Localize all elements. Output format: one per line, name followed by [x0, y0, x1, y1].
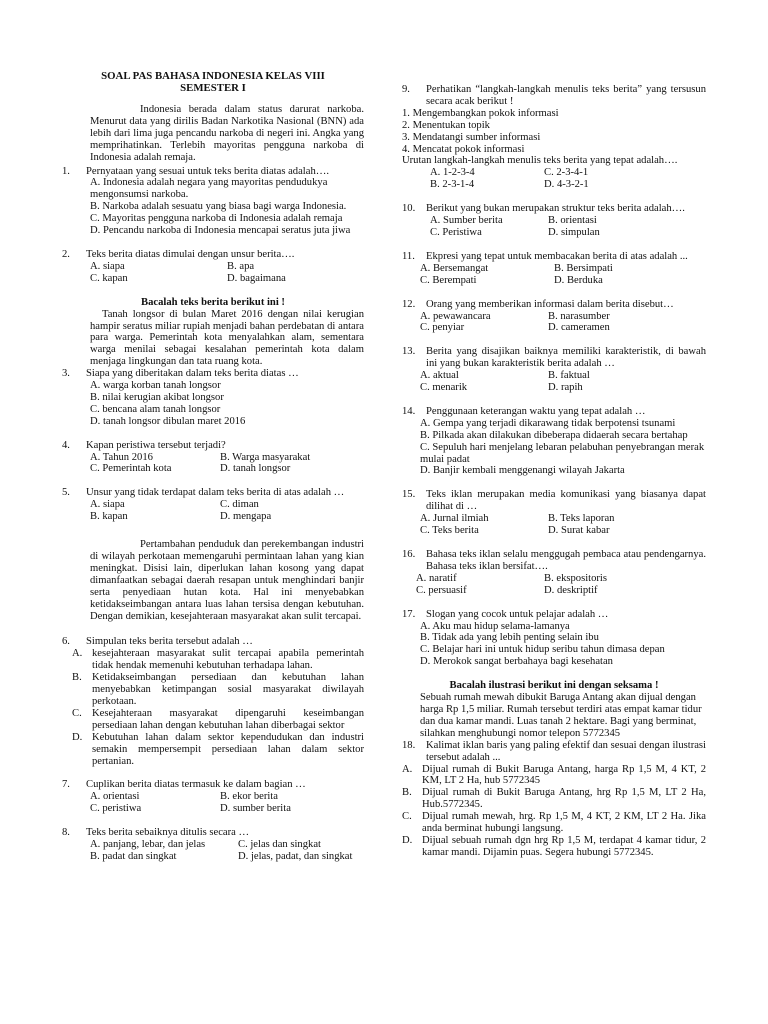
option-letter: B. — [402, 787, 412, 799]
option-text: kesejahteraan masyarakat sulit tercapai apabila pemerintah tidak hendak memenuhi kebutuhan terhadapa lahan. — [92, 648, 364, 672]
option-d: D. Merokok sangat berbahaya bagi kesehatan — [420, 656, 613, 668]
question-6-options — [62, 648, 364, 767]
question-17-options — [402, 621, 706, 669]
step-item: 4. Mencatat pokok informasi — [402, 143, 525, 155]
question-3 — [62, 368, 364, 428]
question-3-options — [62, 380, 364, 428]
option-d: D. Banjir kembali menggenangi wilayah Jakarta — [420, 465, 625, 477]
question-13-stem — [402, 346, 706, 370]
option-c: C. persuasif — [416, 584, 467, 596]
question-18 — [402, 740, 706, 859]
passage-lahan: Pertambahan penduduk dan perekembangan industri di wilayah perkotaan memengaruhi permintaan lahan yang kian meningkat. Disisi lain, diperlukan lahan kosong yang dapat dimanfaatkan sebagai daerah resapan untuk menghindari banjir serta penyediaan hutan kota. Hal ini menyebabkan ketidakseimbangan antara luas lahan tersisa dengan kebutuhan. Dengan demikian, kesejahteraan masyarakat akan sulit tercapai. — [90, 539, 364, 622]
option-b: B. ekspositoris — [544, 572, 607, 584]
question-13 — [402, 346, 706, 394]
option-a: A. Jurnal ilmiah — [420, 513, 489, 525]
option-a: A. siapa — [90, 260, 125, 272]
question-10-stem — [402, 203, 706, 215]
question-15 — [402, 489, 706, 537]
question-number: 13. — [402, 346, 416, 358]
question-text: Pernyataan yang sesuai untuk teks berita diatas adalah…. — [86, 165, 329, 177]
question-text: Berikut yang bukan merupakan struktur teks berita adalah…. — [426, 203, 685, 215]
question-number: 11. — [402, 250, 415, 262]
question-15-stem — [402, 489, 706, 513]
question-14-stem — [402, 406, 706, 418]
question-2-options — [62, 261, 364, 285]
question-7-options — [62, 791, 364, 815]
question-text: Bahasa teks iklan selalu menggugah pembaca atau pendengarnya. Bahasa teks iklan bersifat…. — [426, 549, 706, 572]
question-number: 14. — [402, 405, 416, 417]
option-c: C. Peristiwa — [430, 226, 482, 238]
option-letter: C. — [402, 811, 412, 823]
option-a: A. Bersemangat — [420, 262, 489, 274]
option-b: B. faktual — [548, 370, 590, 382]
section-heading: Bacalah ilustrasi berikut ini dengan seksama ! — [449, 680, 659, 692]
question-text: Penggunaan keterangan waktu yang tepat adalah … — [426, 405, 646, 417]
option-b: B. orientasi — [548, 215, 597, 227]
question-12 — [402, 299, 706, 335]
question-9-steps — [402, 108, 706, 156]
question-number: 7. — [62, 779, 70, 791]
question-12-options — [402, 311, 706, 335]
question-number: 3. — [62, 368, 70, 380]
option-c: C. diman — [220, 499, 259, 511]
question-5 — [62, 487, 364, 523]
question-text: Teks berita sebaiknya ditulis secara … — [86, 827, 250, 839]
option-d: D. deskriptif — [544, 584, 598, 596]
option-c: C. Berempati — [420, 274, 477, 286]
question-number: 18. — [402, 739, 416, 751]
option-b: B. ekor berita — [220, 791, 278, 803]
option-a — [402, 764, 706, 788]
option-d: D. Berduka — [554, 274, 603, 286]
option-b: B. Pilkada akan dilakukan dibeberapa didaerah secara bertahap — [420, 429, 688, 441]
question-14 — [402, 406, 706, 477]
question-4 — [62, 440, 364, 476]
question-8-stem — [62, 827, 364, 839]
option-d: D. Surat kabar — [548, 525, 610, 537]
question-2-stem — [62, 249, 364, 261]
option-c: C. kapan — [90, 272, 128, 284]
option-b: B. Warga masyarakat — [220, 451, 311, 463]
option-b — [72, 672, 364, 708]
option-text: Kesejahteraan masyarakat dipengaruhi keseimbangan persediaan lahan dengan kebutuhan lahan diberbagai sektor — [92, 707, 364, 731]
option-a: A. naratif — [416, 572, 457, 584]
option-a: A. aktual — [420, 370, 459, 382]
question-17 — [402, 609, 706, 669]
step-item: 2. Menentukan topik — [402, 119, 490, 131]
step-item: 1. Mengembangkan pokok informasi — [402, 107, 559, 119]
question-number: 16. — [402, 549, 416, 560]
question-3-stem — [62, 368, 364, 380]
option-c: C. bencana alam tanah longsor — [90, 403, 221, 415]
question-4-stem — [62, 440, 364, 452]
question-16 — [402, 549, 706, 597]
question-text: Perhatikan “langkah-langkah menulis teks berita” yang tersusun secara acak berikut ! — [426, 84, 706, 107]
question-number: 2. — [62, 248, 70, 260]
option-text: Dijual rumah mewah, hrg. Rp 1,5 M, 4 KT, 2 KM, LT 2 Ha. Jika anda berminat hubungi langsung. — [422, 811, 706, 835]
option-d: D. tanah longsor — [220, 463, 291, 475]
passage-longsor: Tanah longsor di bulan Maret 2016 dengan nilai kerugian hampir seratus miliar rupiah menjadi bahan perdebatan di antara para warga. Pemerintah kota menyalahkan alam, sementara warga menilai sebagai kesalahan pemerintah kota dalam menjaga lingkungan dan tata ruang kota. — [90, 308, 364, 368]
option-d: D. bagaimana — [227, 272, 286, 284]
question-16-options — [402, 573, 706, 597]
option-b: B. narasumber — [548, 310, 610, 322]
option-text: Dijual sebuah rumah dgn hrg Rp 1,5 M, terdapat 4 kamar tidur, 2 kamar mandi. Dijamin puas. Segera hubungi 5772345. — [422, 834, 706, 858]
exam-title — [62, 70, 364, 94]
question-1-options — [62, 177, 364, 237]
question-number: 10. — [402, 203, 416, 215]
option-d: D. cameramen — [548, 322, 610, 334]
option-letter: D. — [72, 731, 83, 743]
question-13-options — [402, 370, 706, 394]
option-c: C. Teks berita — [420, 525, 479, 537]
question-12-stem — [402, 299, 706, 311]
question-number: 9. — [402, 84, 410, 95]
option-b — [402, 787, 706, 811]
option-d: D. jelas, padat, dan singkat — [238, 850, 353, 862]
option-c: C. penyiar — [420, 322, 465, 334]
question-number: 5. — [62, 487, 70, 499]
option-d: D. rapih — [548, 382, 583, 394]
title-line-2: SEMESTER I — [180, 82, 246, 94]
question-text: Unsur yang tidak terdapat dalam teks berita di atas adalah … — [86, 487, 345, 499]
question-number: 1. — [62, 165, 70, 177]
option-a: A. siapa — [90, 499, 125, 511]
option-d: D. 4-3-2-1 — [544, 179, 589, 191]
question-text: Orang yang memberikan informasi dalam berita disebut… — [426, 298, 674, 310]
question-text: Teks iklan merupakan media komunikasi yang biasanya dapat dilihat di … — [426, 489, 706, 513]
question-number: 8. — [62, 827, 70, 839]
question-11-stem — [402, 251, 706, 263]
option-c — [72, 708, 364, 732]
option-a: A. warga korban tanah longsor — [90, 380, 221, 392]
option-a: A. panjang, lebar, dan jelas — [90, 839, 206, 851]
option-b: B. nilai kerugian akibat longsor — [90, 391, 224, 403]
option-letter: B. — [72, 672, 82, 684]
step-item: 3. Mendatangi sumber informasi — [402, 131, 541, 143]
question-16-stem — [402, 549, 706, 573]
question-text: Slogan yang cocok untuk pelajar adalah … — [426, 608, 609, 620]
question-18-stem — [402, 740, 706, 764]
option-c: C. Belajar hari ini untuk hidup seribu tahun dimasa depan — [420, 644, 665, 656]
option-b: B. 2-3-1-4 — [430, 179, 475, 191]
option-b: B. Narkoba adalah sesuatu yang biasa bagi warga Indonesia. — [90, 201, 347, 213]
question-1 — [62, 166, 364, 237]
option-letter: C. — [72, 707, 82, 719]
question-text: Kalimat iklan baris yang paling efektif dan sesuai dengan ilustrasi tersebut adalah ... — [426, 739, 706, 763]
title-line-1: SOAL PAS BAHASA INDONESIA KELAS VIII — [101, 70, 325, 82]
section-heading: Bacalah teks berita berikut ini ! — [141, 296, 285, 308]
option-a: A. Tahun 2016 — [90, 451, 153, 463]
question-15-options — [402, 513, 706, 537]
question-4-options — [62, 452, 364, 476]
question-11 — [402, 251, 706, 287]
question-7 — [62, 779, 364, 815]
option-letter: A. — [402, 763, 413, 775]
option-b: B. Tidak ada yang lebih penting selain ibu — [420, 632, 599, 644]
question-18-options — [402, 764, 706, 859]
question-text: Ekpresi yang tepat untuk membacakan berita di atas adalah ... — [426, 250, 688, 262]
option-d — [72, 732, 364, 768]
question-text: Cuplikan berita diatas termasuk ke dalam bagian … — [86, 779, 306, 791]
option-d: D. Pencandu narkoba di Indonesia mencapai seratus juta jiwa — [90, 225, 351, 237]
option-a: A. Sumber berita — [430, 215, 503, 227]
option-b: B. padat dan singkat — [90, 850, 177, 862]
option-c: C. peristiwa — [90, 803, 142, 815]
question-number: 17. — [402, 608, 416, 620]
option-a: A. 1-2-3-4 — [430, 167, 475, 179]
option-c: C. Sepuluh hari menjelang lebaran pelabuhan penyebrangan merak mulai padat — [420, 441, 705, 465]
question-10 — [402, 203, 706, 239]
question-2 — [62, 249, 364, 285]
question-text: Teks berita diatas dimulai dengan unsur berita…. — [86, 248, 295, 260]
option-c: C. Pemerintah kota — [90, 463, 172, 475]
question-1-stem — [62, 166, 364, 178]
option-text: Kebutuhan lahan dalam sektor kependudukan dan industri semakin mempersempit persediaan lahan dalam sektor pertanian. — [92, 731, 364, 767]
option-d: D. mengapa — [220, 511, 272, 523]
option-a — [72, 648, 364, 672]
option-a: A. Aku mau hidup selama-lamanya — [420, 620, 570, 632]
option-letter: D. — [402, 834, 413, 846]
question-number: 4. — [62, 439, 70, 451]
question-5-stem — [62, 487, 364, 499]
option-a: A. Indonesia adalah negara yang mayoritas pendudukya mengonsumsi narkoba. — [90, 177, 328, 201]
question-6 — [62, 636, 364, 767]
option-b: B. Teks laporan — [548, 513, 615, 525]
question-9 — [402, 84, 706, 191]
passage-narkoba: Indonesia berada dalam status darurat narkoba. Menurut data yang dirilis Badan Narkotika Nasional (BNN) ada lebih dari lima juga pencandu narkoba di negeri ini. Angka yang memprihatinkan. Terlebih mayoritas pengguna narkoba di Indonesia adalah remaja. — [90, 104, 364, 163]
question-number: 15. — [402, 489, 416, 501]
option-c: C. Mayoritas pengguna narkoba di Indonesia adalah remaja — [90, 213, 343, 225]
question-text: Siapa yang diberitakan dalam teks berita diatas … — [86, 368, 299, 380]
option-a: A. pewawancara — [420, 310, 491, 322]
question-6-stem — [62, 636, 364, 648]
option-c: C. 2-3-4-1 — [544, 167, 589, 179]
question-10-options — [402, 215, 706, 239]
question-text: Simpulan teks berita tersebut adalah … — [86, 636, 253, 648]
question-9-options — [402, 167, 706, 191]
question-number: 12. — [402, 298, 416, 310]
question-9-stem — [402, 84, 706, 108]
question-14-options — [402, 418, 706, 478]
question-text: Kapan peristiwa tersebut terjadi? — [86, 439, 226, 451]
option-a: A. orientasi — [90, 791, 140, 803]
question-number: 6. — [62, 636, 70, 648]
question-8-options — [62, 839, 364, 863]
question-8 — [62, 827, 364, 863]
question-17-stem — [402, 609, 706, 621]
option-text: Ketidakseimbangan persediaan dan kebutuhan lahan menyebabkan ketimpangan sosial masyarakat diwilayah perkotaan. — [92, 672, 364, 707]
option-b: B. apa — [227, 260, 255, 272]
option-d — [402, 835, 706, 859]
option-c: C. menarik — [420, 382, 468, 394]
option-c: C. jelas dan singkat — [238, 839, 321, 851]
option-b: B. kapan — [90, 511, 128, 523]
left-column — [62, 70, 364, 863]
option-c — [402, 811, 706, 835]
option-text: Dijual rumah di Bukit Baruga Antang, hrg Rp 1,5 M, LT 2 Ha, Hub.5772345. — [422, 787, 706, 811]
option-b: B. Bersimpati — [554, 262, 613, 274]
option-d: D. tanah longsor dibulan maret 2016 — [90, 415, 246, 427]
option-a: A. Gempa yang terjadi dikarawang tidak berpotensi tsunami — [420, 417, 676, 429]
passage-rumah: Sebuah rumah mewah dibukit Baruga Antang akan dijual dengan harga Rp 1,5 miliar. Rumah tersebut terdiri atas empat kamar tidur dan dua kamar mandi. Luas tanah 2 hektare. Bagi yang berminat, silahkan menghubungi nomor telepon 5772345 — [420, 692, 702, 739]
option-text: Dijual rumah di Bukit Baruga Antang, harga Rp 1,5 M, 4 KT, 2 KM, LT 2 Ha, hub 5772345 — [422, 763, 706, 787]
option-d: D. simpulan — [548, 226, 600, 238]
question-11-options — [402, 263, 706, 287]
option-d: D. sumber berita — [220, 803, 291, 815]
question-9-prompt: Urutan langkah-langkah menulis teks berita yang tepat adalah…. — [402, 155, 678, 167]
option-letter: A. — [72, 648, 83, 660]
right-column — [402, 84, 706, 859]
question-7-stem — [62, 779, 364, 791]
question-5-options — [62, 499, 364, 523]
question-text: Berita yang disajikan baiknya memiliki karakteristik, di bawah ini yang bukan karakteristik berita adalah … — [426, 346, 706, 370]
